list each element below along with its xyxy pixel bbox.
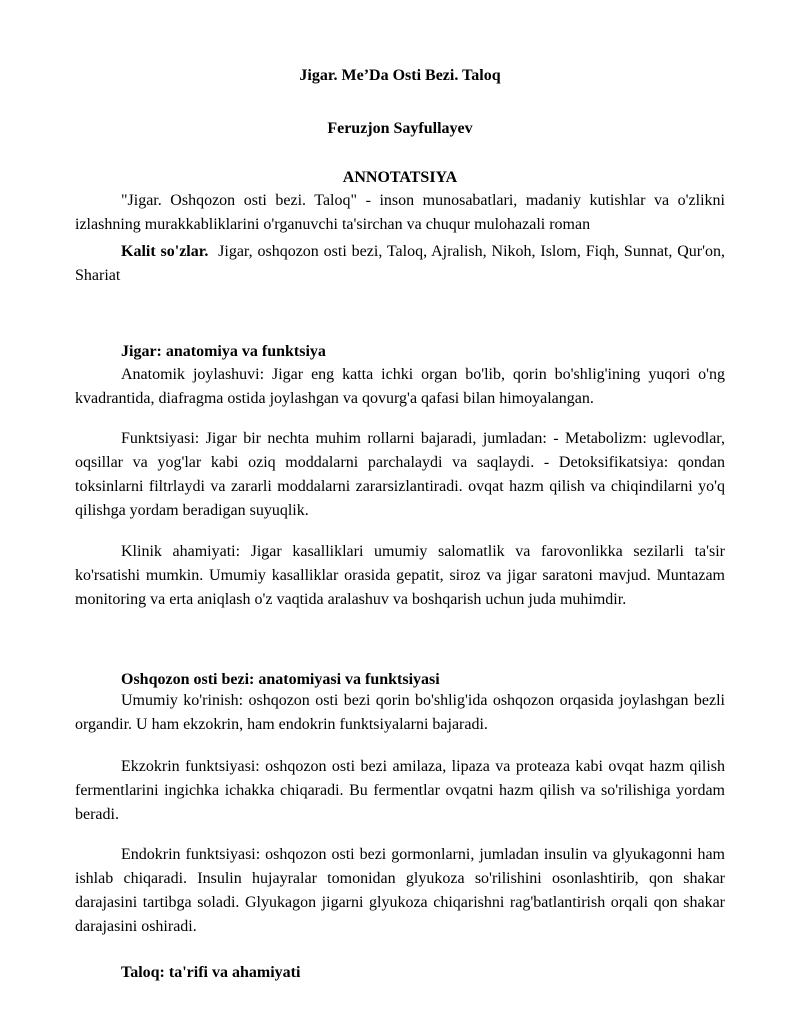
section-heading-pancreas: Oshqozon osti bezi: anatomiyasi va funktsiyasi bbox=[121, 671, 440, 688]
paragraph: Funktsiyasi: Jigar bir nechta muhim rollarni bajaradi, jumladan: - Metabolizm: uglevodlar, oqsillar va yog'lar kabi oziq moddalarni parchalaydi va saqlaydi. - Detoksifikatsiya: qondan toksinlarni filtrlaydi va zararli moddalarni zararsizlantiradi. ovqat hazm qilish va chiqindilarni yo'q qilishga yordam beradigan suyuqlik. bbox=[75, 430, 725, 519]
keywords-text: Jigar, oshqozon osti bezi, Taloq, Ajralish, Nikoh, Islom, Fiqh, Sunnat, Qur'on, Shariat bbox=[75, 243, 725, 284]
paragraph: Endokrin funktsiyasi: oshqozon osti bezi gormonlarni, jumladan insulin va glyukagonni ham ishlab chiqaradi. Insulin hujayralar tomonidan glyukoza so'rilishini osonlashtirib, qon shakar darajasini tartibga soladi. Glyukagon jigarni glyukoza chiqarishni rag'batlantirish orqali qon shakar darajasini oshiradi. bbox=[75, 846, 725, 935]
paragraph: Klinik ahamiyati: Jigar kasalliklari umumiy salomatlik va farovonlikka sezilarli ta'sir ko'rsatishi mumkin. Umumiy kasalliklar orasida gepatit, siroz va jigar saratoni mavjud. Muntazam monitoring va erta aniqlash o'z vaqtida aralashuv va boshqarish uchun juda muhimdir. bbox=[75, 543, 725, 608]
section-heading-liver: Jigar: anatomiya va funktsiya bbox=[121, 343, 326, 360]
paragraph: Anatomik joylashuvi: Jigar eng katta ichki organ bo'lib, qorin bo'shlig'ining yuqori o'ng kvadrantida, diafragma ostida joylashgan va qovurg'a qafasi bilan himoyalangan. bbox=[75, 366, 725, 407]
keywords-label: Kalit so'zlar. bbox=[121, 243, 209, 260]
keywords-paragraph bbox=[75, 240, 725, 288]
document-author: Feruzjon Sayfullayev bbox=[327, 120, 473, 137]
abstract-heading: ANNOTATSIYA bbox=[342, 169, 458, 186]
document-title: Jigar. Me’Da Osti Bezi. Taloq bbox=[299, 67, 501, 84]
paragraph: Umumiy ko'rinish: oshqozon osti bezi qorin bo'shlig'ida oshqozon orqasida joylashgan bezli organdir. U ham ekzokrin, ham endokrin funktsiyalarni bajaradi. bbox=[75, 692, 725, 733]
abstract-text: "Jigar. Oshqozon osti bezi. Taloq" - inson munosabatlari, madaniy kutishlar va o'zlikni izlashning murakkabliklarini o'rganuvchi ta'sirchan va chuqur mulohazali roman bbox=[75, 192, 725, 233]
section-heading-spleen: Taloq: ta'rifi va ahamiyati bbox=[121, 964, 301, 981]
paragraph: Ekzokrin funktsiyasi: oshqozon osti bezi amilaza, lipaza va proteaza kabi ovqat hazm qilish fermentlarini ingichka ichakka chiqaradi. Bu fermentlar ovqatni hazm qilish va so'rilishiga yordam beradi. bbox=[75, 758, 725, 823]
